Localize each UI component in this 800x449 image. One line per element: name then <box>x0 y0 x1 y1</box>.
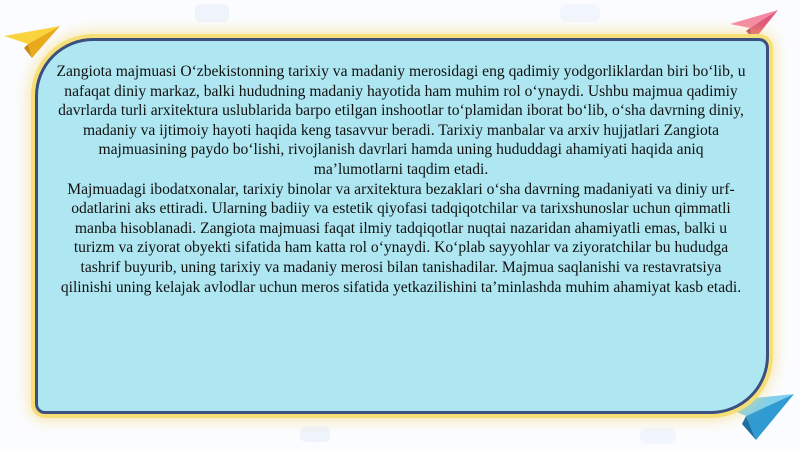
paragraph: Zangiota majmuasi O‘zbekistonning tarixiy va madaniy merosidagi eng qadimiy yodgorliklardan biri bo‘lib, u nafaqat diniy markaz, balki hududning madaniy hayotida ham muhim rol o‘ynaydi. Ushbu majmua qadimiy davrlarda turli arxitektura uslublarida barpo etilgan inshootlar to‘plamidan iborat bo‘lib, o‘sha davrning diniy, madaniy va ijtimoiy hayoti haqida keng tasavvur beradi. Tarixiy manbalar va arxiv hujjatlari Zangiota majmuasining paydo bo‘lishi, rivojlanish davrlari hamda uning hududdagi ahamiyati haqida aniq ma’lumotlarni taqdim etadi. <box>56 63 746 178</box>
pink-paper-plane-icon <box>728 8 780 42</box>
background-shape <box>300 426 330 442</box>
background-shape <box>640 428 676 444</box>
background-shape <box>195 4 229 22</box>
background-shape <box>560 4 600 22</box>
paragraph: Majmuadagi ibodatxonalar, tarixiy binolar va arxitektura bezaklari o‘sha davrning madaniyati va diniy urf-odatlarini aks ettiradi. Ularning badiiy va estetik qiyofasi tadqiqotchilar va tarixshunoslar uchun qimmatli manba hisoblanadi. Zangiota majmuasi faqat ilmiy tadqiqotlar nuqtai nazaridan ahamiyatli emas, balki u turizm va ziyorat obyekti sifatida ham katta rol o‘ynaydi. Ko‘plab sayyohlar va ziyoratchilar bu hududga tashrif buyurib, uning tarixiy va madaniy merosi bilan tanishadilar. Majmua saqlanishi va restavratsiya qilinishi uning kelajak avlodlar uchun meros sifatida yetkazilishini ta’minlashda muhim ahamiyat kasb etadi. <box>60 180 742 296</box>
document-body <box>56 62 746 297</box>
